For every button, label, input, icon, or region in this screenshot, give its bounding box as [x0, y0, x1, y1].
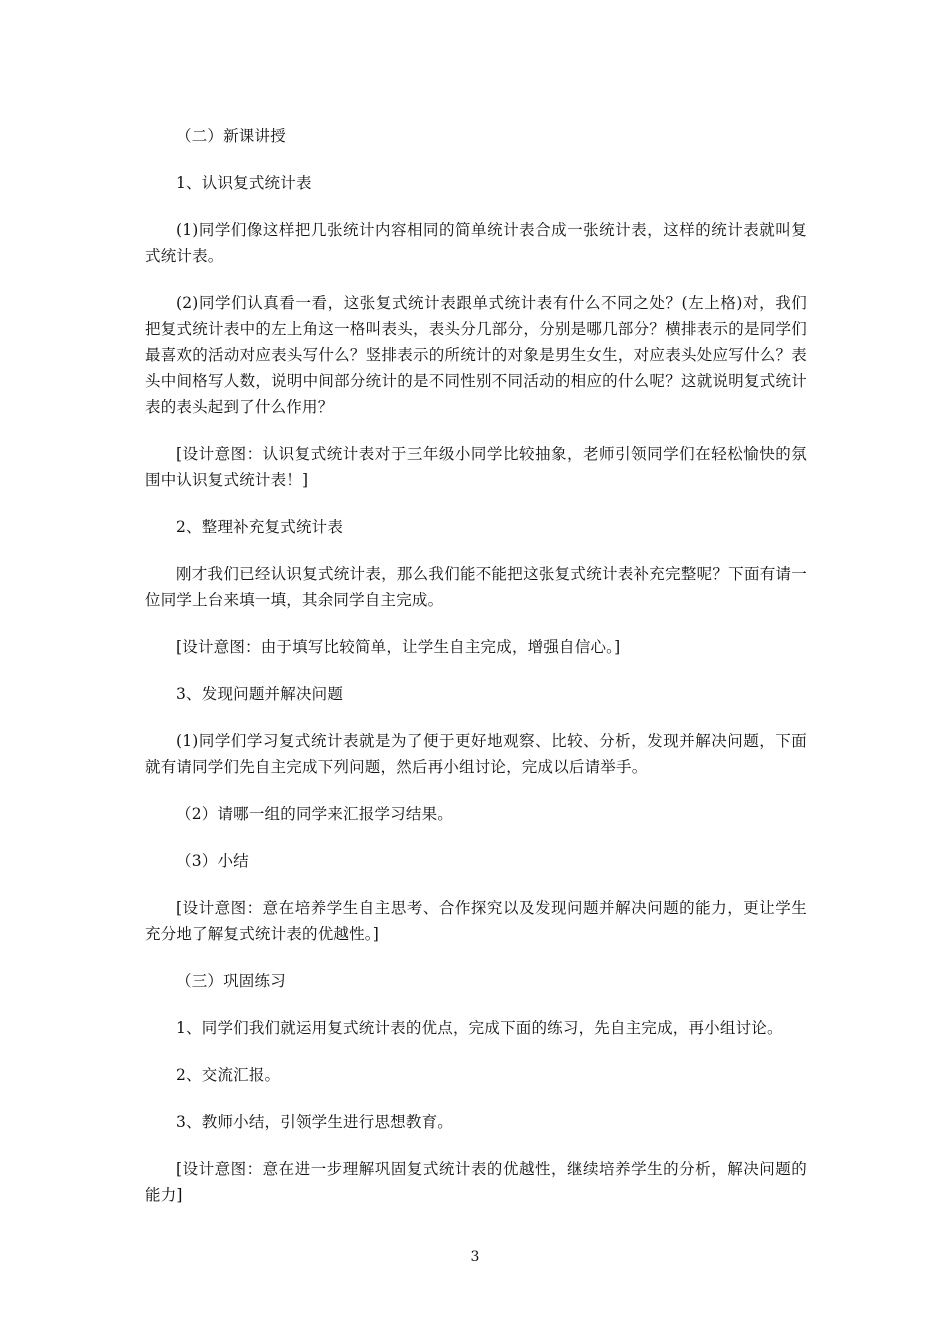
- paragraph-observe-analyze: (1)同学们学习复式统计表就是为了便于更好地观察、比较、分析，发现并解决问题，下面就有请同学们先自主完成下列问题，然后再小组讨论，完成以后请举手。: [145, 732, 807, 776]
- design-intent-3: [设计意图：意在培养学生自主思考、合作探究以及发现问题并解决问题的能力，更让学生充分地了解复式统计表的优越性。]: [145, 899, 807, 943]
- subheading-solve-problems: 3、发现问题并解决问题: [176, 685, 344, 703]
- paragraph-fill-in: 刚才我们已经认识复式统计表，那么我们能不能把这张复式统计表补充完整呢？下面有请一位同学上台来填一填，其余同学自主完成。: [145, 565, 807, 609]
- page-number: 3: [470, 1249, 480, 1265]
- subheading-recognize-table: 1、认识复式统计表: [176, 174, 312, 192]
- design-intent-2: [设计意图：由于填写比较简单，让学生自主完成，增强自信心。]: [176, 638, 621, 656]
- paragraph-practice-3: 3、教师小结，引领学生进行思想教育。: [176, 1113, 453, 1131]
- subheading-complete-table: 2、整理补充复式统计表: [176, 518, 344, 536]
- paragraph-definition: (1)同学们像这样把几张统计内容相同的简单统计表合成一张统计表，这样的统计表就叫复式统计表。: [145, 221, 807, 265]
- section-heading-practice: （三）巩固练习: [176, 972, 286, 990]
- design-intent-1: [设计意图：认识复式统计表对于三年级小同学比较抽象，老师引领同学们在轻松愉快的氛围中认识复式统计表！]: [145, 445, 807, 489]
- paragraph-group-report: （2）请哪一组的同学来汇报学习结果。: [176, 805, 453, 823]
- paragraph-summary: （3）小结: [176, 852, 249, 870]
- document-body: [145, 123, 807, 1229]
- paragraph-table-header-questions: (2)同学们认真看一看，这张复式统计表跟单式统计表有什么不同之处？(左上格)对，我们把复式统计表中的左上角这一格叫表头，表头分几部分，分别是哪几部分？横排表示的是同学们最喜欢的活动对应表头写什么？竖排表示的所统计的对象是男生女生，对应表头处应写什么？表头中间格写人数，说明中间部分统计的是不同性别不同活动的相应的什么呢？这就说明复式统计表的表头起到了什么作用？: [145, 294, 807, 416]
- paragraph-practice-2: 2、交流汇报。: [176, 1066, 281, 1084]
- design-intent-4: [设计意图：意在进一步理解巩固复式统计表的优越性，继续培养学生的分析，解决问题的能力]: [145, 1160, 807, 1204]
- paragraph-practice-1: 1、同学们我们就运用复式统计表的优点，完成下面的练习，先自主完成，再小组讨论。: [176, 1019, 783, 1037]
- section-heading-new-lesson: （二）新课讲授: [176, 127, 286, 145]
